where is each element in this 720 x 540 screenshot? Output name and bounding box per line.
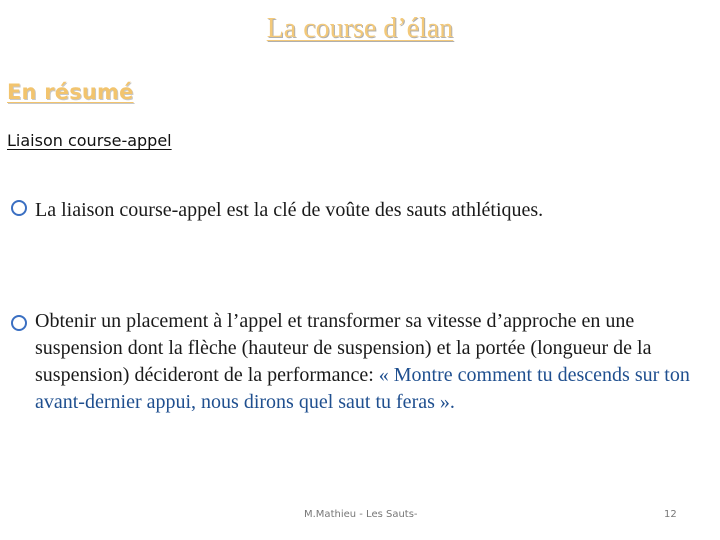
footer-text: M.Mathieu - Les Sauts-	[304, 509, 418, 520]
bullet-text: La liaison course-appel est la clé de voûte des sauts athlétiques.	[35, 199, 544, 221]
subheading: Liaison course-appel	[7, 131, 172, 150]
circle-bullet-icon	[11, 315, 27, 331]
bullet-quote: « Montre comment tu descends sur ton avant-dernier appui, nous dirons quel saut tu feras ».	[35, 364, 690, 413]
page-number: 12	[664, 509, 677, 520]
bullet-text	[35, 308, 715, 416]
bullet-body: Obtenir un placement à l’appel et transformer sa vitesse d’approche en une suspension dont la flèche (hauteur de suspension) et la portée (longueur de la suspension) décideront de la performance:	[35, 310, 652, 386]
slide-title-text: La course d’élan	[266, 13, 454, 44]
section-heading: En résumé	[7, 80, 134, 104]
circle-bullet-icon	[11, 200, 27, 216]
slide-title	[0, 8, 720, 45]
